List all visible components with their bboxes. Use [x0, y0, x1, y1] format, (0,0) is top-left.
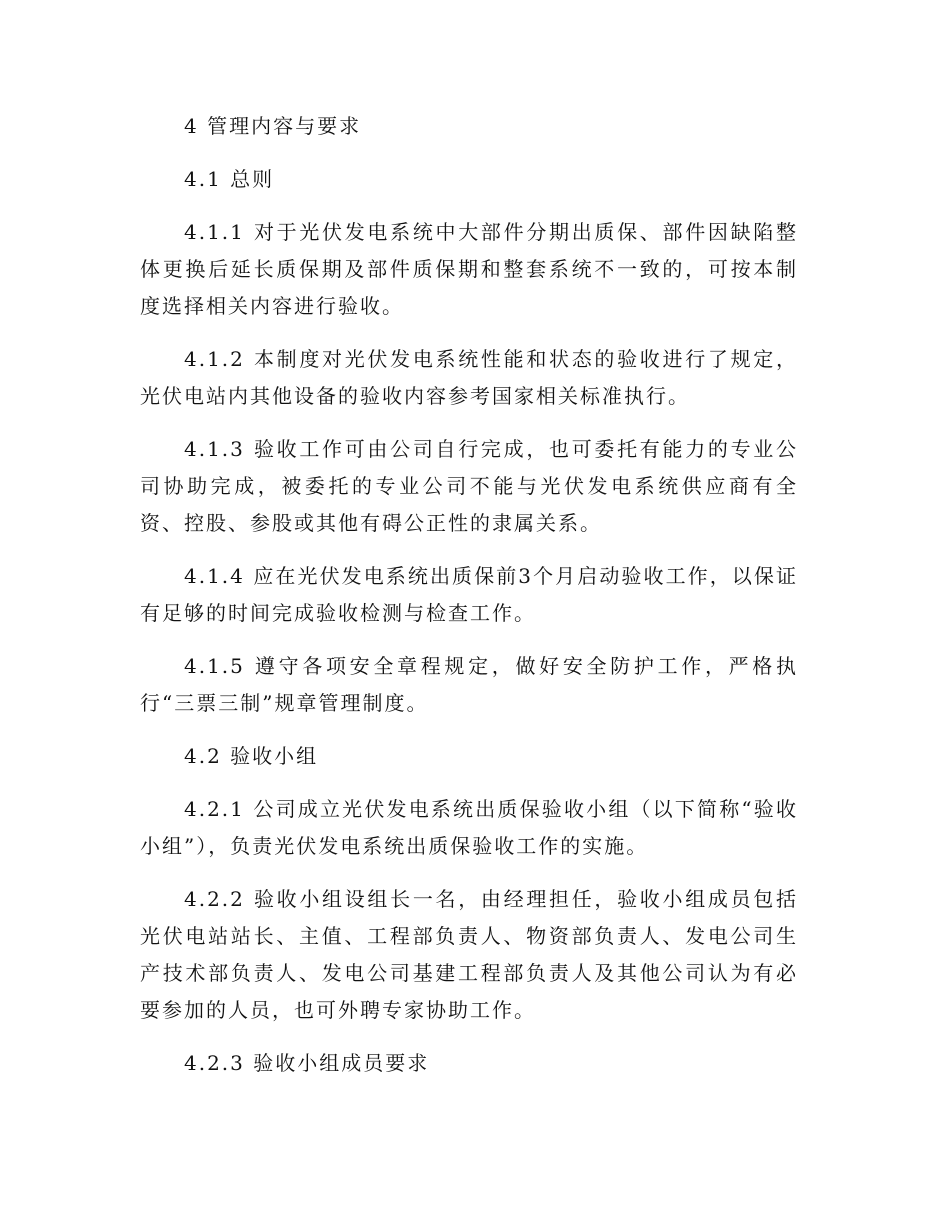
clause-4-2-1: 4.2.1 公司成立光伏发电系统出质保验收小组（以下简称“验收小组”），负责光伏发电系统出质保验收工作的实施。: [140, 797, 798, 858]
clause-4-1-2: 4.1.2 本制度对光伏发电系统性能和状态的验收进行了规定，光伏电站内其他设备的验收内容参考国家相关标准执行。: [140, 347, 798, 408]
clause-4-1-3: 4.1.3 验收工作可由公司自行完成，也可委托有能力的专业公司协助完成，被委托的专业公司不能与光伏发电系统供应商有全资、控股、参股或其他有碍公正性的隶属关系。: [140, 437, 798, 535]
clause-4-1-5: 4.1.5 遵守各项安全章程规定，做好安全防护工作，严格执行“三票三制”规章管理制度。: [140, 654, 798, 715]
section-heading-4: 4 管理内容与要求: [184, 114, 362, 138]
clause-4-2-2: 4.2.2 验收小组设组长一名，由经理担任，验收小组成员包括光伏电站站长、主值、工程部负责人、物资部负责人、发电公司生产技术部负责人、发电公司基建工程部负责人及其他公司认为有必要参加的人员，也可外聘专家协助工作。: [140, 887, 798, 1022]
clause-4-1-4: 4.1.4 应在光伏发电系统出质保前3个月启动验收工作，以保证有足够的时间完成验收检测与检查工作。: [140, 564, 798, 625]
section-heading-4-2: 4.2 验收小组: [184, 744, 319, 768]
section-heading-4-1: 4.1 总则: [184, 167, 275, 191]
clause-4-2-3: 4.2.3 验收小组成员要求: [184, 1051, 430, 1075]
document-body: [140, 108, 798, 1082]
clause-4-1-1: 4.1.1 对于光伏发电系统中大部件分期出质保、部件因缺陷整体更换后延长质保期及部件质保期和整套系统不一致的，可按本制度选择相关内容进行验收。: [140, 220, 798, 318]
